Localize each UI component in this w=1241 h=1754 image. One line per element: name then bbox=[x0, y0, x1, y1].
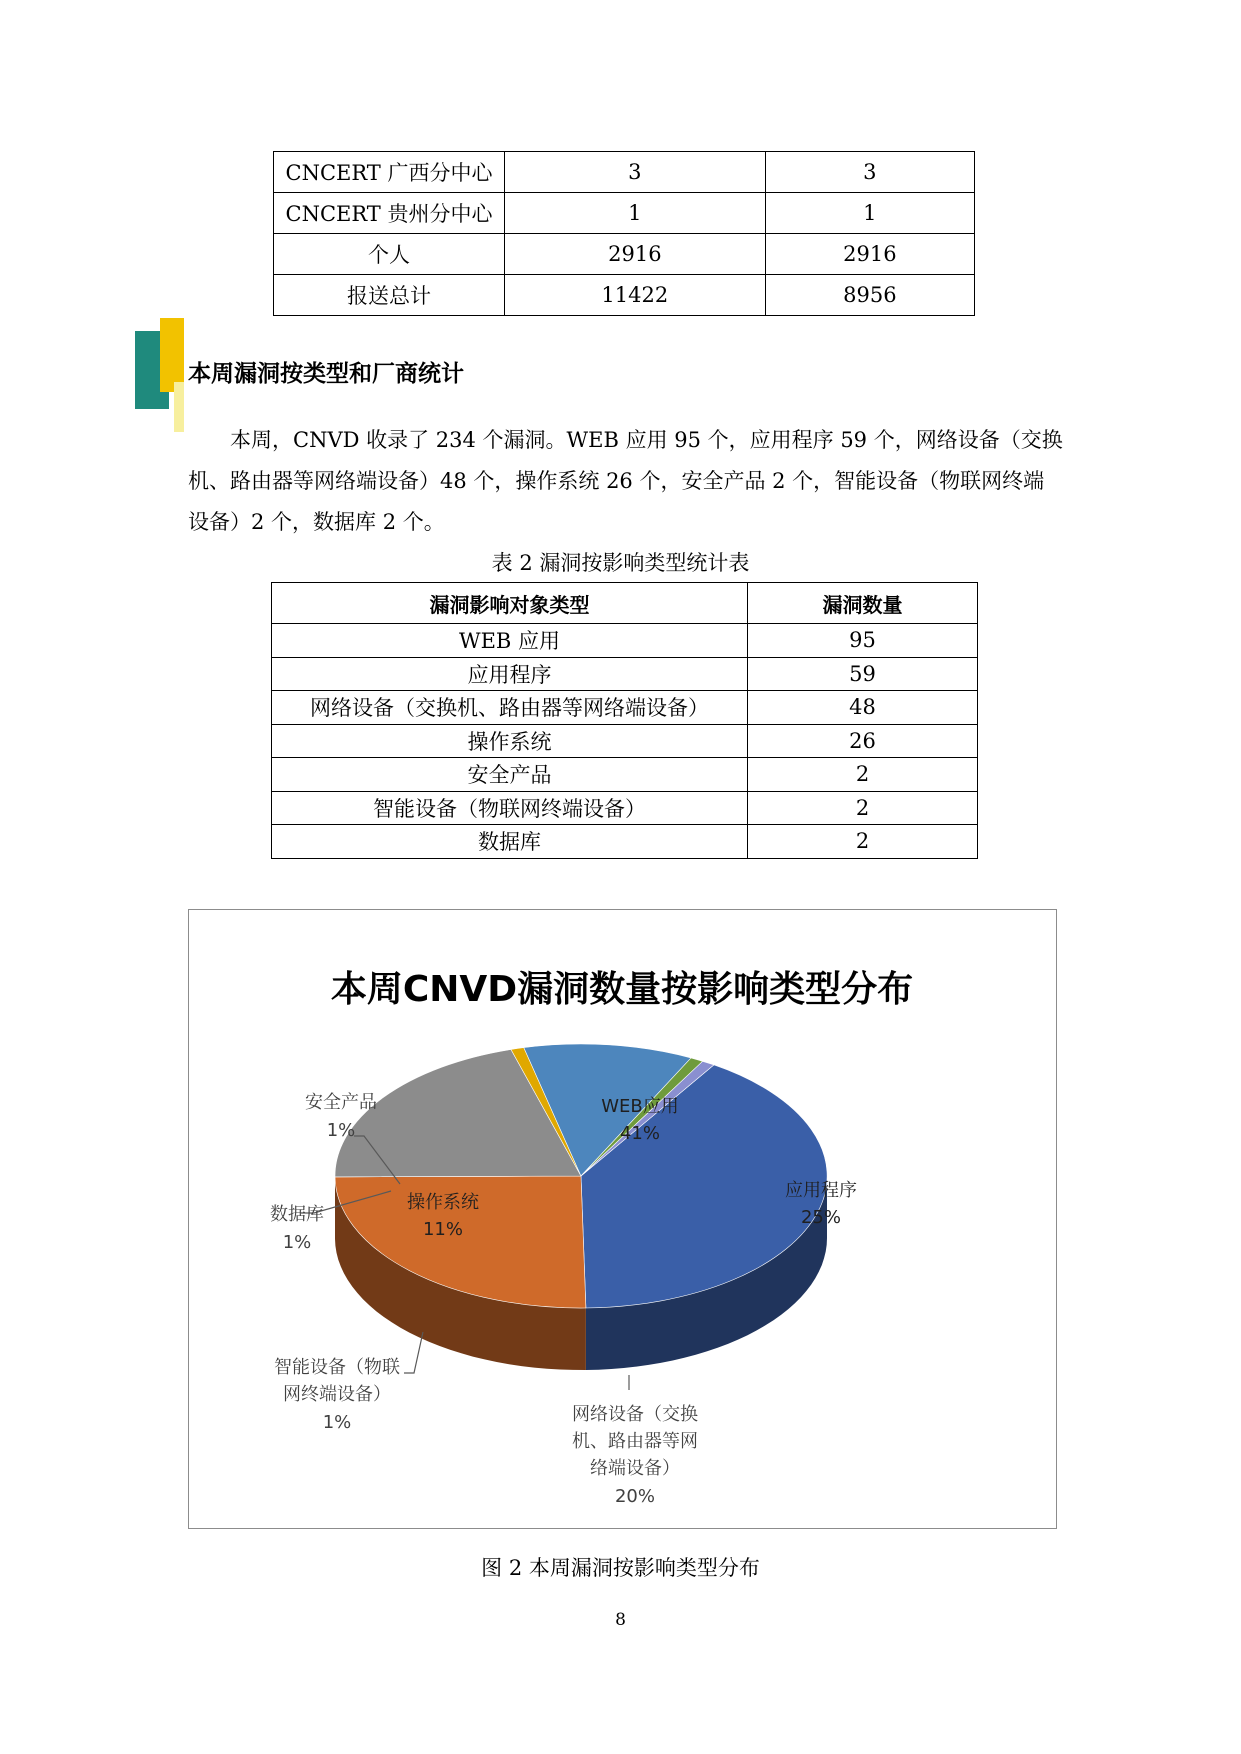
table-row bbox=[274, 193, 975, 234]
slice-label-app: 应用程序 bbox=[785, 1180, 857, 1201]
table-cell: 报送总计 bbox=[274, 275, 505, 316]
slice-percent-web: 41% bbox=[619, 1123, 661, 1144]
table-cell: 个人 bbox=[274, 234, 505, 275]
slice-percent-net: 20% bbox=[614, 1486, 656, 1507]
slice-label-web: WEB应用 bbox=[601, 1096, 679, 1117]
table-row bbox=[272, 825, 978, 859]
body-paragraph: 本周，CNVD 收录了 234 个漏洞。WEB 应用 95 个，应用程序 59 个，网络设备（交换机、路由器等网络端设备）48 个，操作系统 26 个，安全产品 2 个，智能设备（物联网终端设备）2 个，数据库 2 个。 bbox=[188, 428, 1063, 534]
vulnerability-type-table bbox=[271, 582, 978, 859]
slice-label-net-2: 机、路由器等网 bbox=[572, 1431, 698, 1452]
chart-title: 本周CNVD漏洞数量按影响类型分布 bbox=[330, 969, 914, 1010]
table-row bbox=[272, 791, 978, 825]
table-row bbox=[272, 691, 978, 725]
table-row bbox=[272, 657, 978, 691]
table-caption: 表 2 漏洞按影响类型统计表 bbox=[491, 551, 750, 575]
table-cell: 48 bbox=[748, 691, 978, 725]
table-cell: CNCERT 广西分中心 bbox=[274, 152, 505, 193]
table-cell: 3 bbox=[505, 152, 766, 193]
table-cell: 3 bbox=[765, 152, 974, 193]
leader-line bbox=[404, 1332, 423, 1373]
table-cell: 2916 bbox=[505, 234, 766, 275]
slice-label-db: 数据库 bbox=[270, 1204, 324, 1225]
slice-percent-smart: 1% bbox=[322, 1412, 352, 1433]
slice-label-smart-2: 网终端设备） bbox=[283, 1384, 391, 1405]
table-cell: 网络设备（交换机、路由器等网络端设备） bbox=[272, 691, 748, 725]
slice-percent-db: 1% bbox=[282, 1232, 312, 1253]
table-cell: WEB 应用 bbox=[272, 624, 748, 658]
pie-chart bbox=[189, 910, 1056, 1528]
slice-percent-os: 11% bbox=[422, 1219, 464, 1240]
table-cell: 2 bbox=[748, 758, 978, 792]
column-header: 漏洞数量 bbox=[748, 583, 978, 624]
submission-table bbox=[273, 151, 975, 316]
table-cell: 安全产品 bbox=[272, 758, 748, 792]
table-cell: 59 bbox=[748, 657, 978, 691]
table-cell: 2 bbox=[748, 825, 978, 859]
section-heading: 本周漏洞按类型和厂商统计 bbox=[188, 361, 464, 387]
table-row bbox=[272, 758, 978, 792]
table-cell: 1 bbox=[505, 193, 766, 234]
table-row bbox=[274, 275, 975, 316]
slice-label-os: 操作系统 bbox=[407, 1192, 479, 1213]
column-header: 漏洞影响对象类型 bbox=[272, 583, 748, 624]
slice-percent-app: 25% bbox=[800, 1207, 842, 1228]
table-cell: CNCERT 贵州分中心 bbox=[274, 193, 505, 234]
table-cell: 2916 bbox=[765, 234, 974, 275]
table-cell: 应用程序 bbox=[272, 657, 748, 691]
table-header-row bbox=[272, 583, 978, 624]
chart-frame bbox=[188, 909, 1057, 1529]
table-row bbox=[274, 234, 975, 275]
table-row bbox=[272, 724, 978, 758]
figure-caption: 图 2 本周漏洞按影响类型分布 bbox=[481, 1556, 760, 1580]
table-cell: 8956 bbox=[765, 275, 974, 316]
table-cell: 95 bbox=[748, 624, 978, 658]
slice-label-net-3: 络端设备） bbox=[590, 1458, 680, 1479]
table-cell: 数据库 bbox=[272, 825, 748, 859]
table-cell: 11422 bbox=[505, 275, 766, 316]
slice-label-sec: 安全产品 bbox=[305, 1092, 377, 1113]
slice-percent-sec: 1% bbox=[326, 1120, 356, 1141]
table-cell: 智能设备（物联网终端设备） bbox=[272, 791, 748, 825]
slice-label-smart-1: 智能设备（物联 bbox=[274, 1357, 400, 1378]
table-cell: 1 bbox=[765, 193, 974, 234]
slice-label-net-1: 网络设备（交换 bbox=[572, 1404, 698, 1425]
table-row bbox=[272, 624, 978, 658]
table-row bbox=[274, 152, 975, 193]
table-cell: 2 bbox=[748, 791, 978, 825]
table-cell: 26 bbox=[748, 724, 978, 758]
page-number: 8 bbox=[615, 1610, 626, 1630]
table-cell: 操作系统 bbox=[272, 724, 748, 758]
